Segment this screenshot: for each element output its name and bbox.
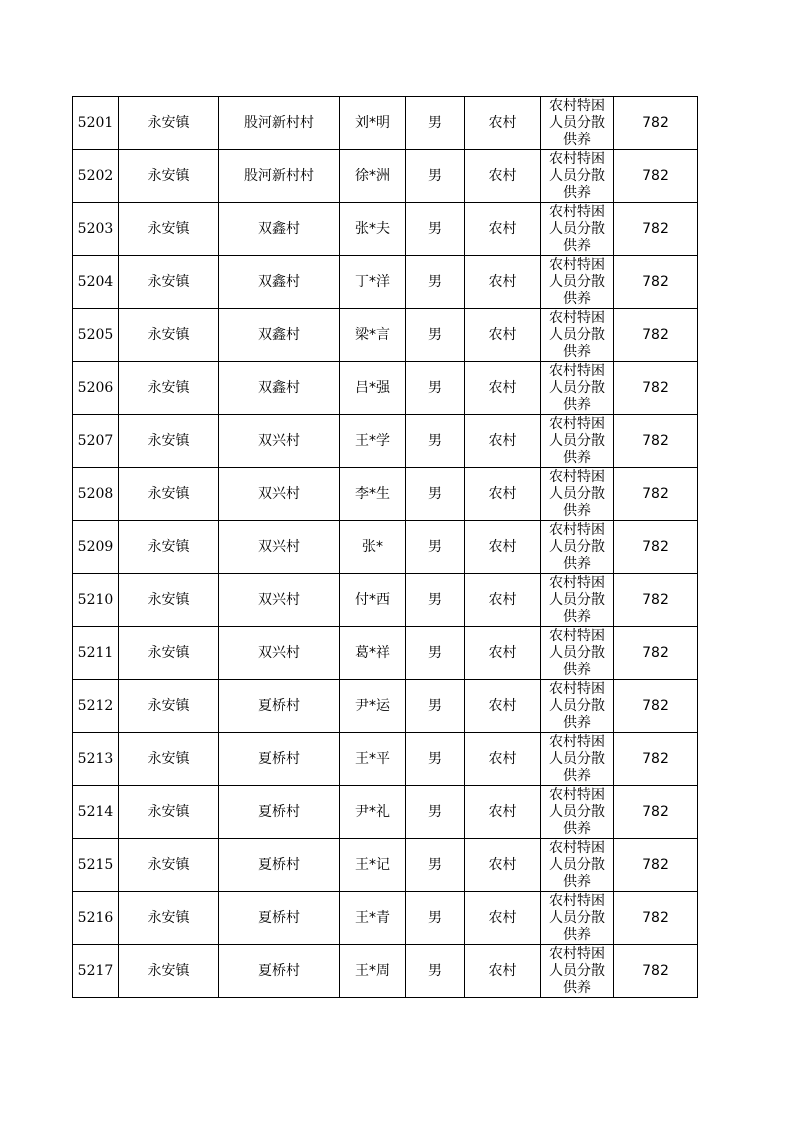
cell-name: 葛*祥 [340,627,406,680]
cell-support-type [541,680,614,733]
cell-amount: 782 [614,521,698,574]
cell-area: 农村 [465,256,541,309]
cell-name: 丁*洋 [340,256,406,309]
cell-area: 农村 [465,733,541,786]
cell-amount: 782 [614,733,698,786]
cell-name: 李*生 [340,468,406,521]
cell-support-type [541,309,614,362]
support-type-text: 农村特困人员分散供养 [549,787,605,837]
cell-id: 5217 [73,945,119,998]
table-row [73,680,698,733]
table-row [73,786,698,839]
cell-town: 永安镇 [119,627,219,680]
cell-town: 永安镇 [119,309,219,362]
cell-name: 张*夫 [340,203,406,256]
cell-id: 5203 [73,203,119,256]
cell-amount: 782 [614,892,698,945]
cell-town: 永安镇 [119,362,219,415]
cell-gender: 男 [406,309,465,362]
cell-amount: 782 [614,362,698,415]
cell-area: 农村 [465,203,541,256]
cell-support-type [541,627,614,680]
cell-town: 永安镇 [119,468,219,521]
cell-area: 农村 [465,945,541,998]
cell-id: 5213 [73,733,119,786]
table-row [73,309,698,362]
cell-gender: 男 [406,892,465,945]
cell-village: 双鑫村 [219,256,340,309]
cell-support-type [541,945,614,998]
table-row [73,945,698,998]
cell-amount: 782 [614,256,698,309]
support-type-text: 农村特困人员分散供养 [549,469,605,519]
cell-support-type [541,733,614,786]
cell-support-type [541,574,614,627]
cell-town: 永安镇 [119,150,219,203]
cell-name: 王*平 [340,733,406,786]
cell-id: 5211 [73,627,119,680]
cell-town: 永安镇 [119,733,219,786]
support-type-text: 农村特困人员分散供养 [549,257,605,307]
cell-amount: 782 [614,309,698,362]
cell-id: 5207 [73,415,119,468]
table-row [73,203,698,256]
cell-support-type [541,839,614,892]
cell-village: 双兴村 [219,627,340,680]
table-row [73,256,698,309]
cell-area: 农村 [465,309,541,362]
support-type-text: 农村特困人员分散供养 [549,522,605,572]
cell-area: 农村 [465,839,541,892]
cell-village: 夏桥村 [219,733,340,786]
cell-town: 永安镇 [119,892,219,945]
cell-gender: 男 [406,415,465,468]
table-row [73,150,698,203]
cell-village: 双兴村 [219,574,340,627]
cell-name: 徐*洲 [340,150,406,203]
cell-gender: 男 [406,468,465,521]
cell-area: 农村 [465,468,541,521]
cell-village: 夏桥村 [219,892,340,945]
cell-gender: 男 [406,521,465,574]
cell-id: 5216 [73,892,119,945]
cell-support-type [541,203,614,256]
table-row [73,574,698,627]
cell-area: 农村 [465,680,541,733]
cell-village: 夏桥村 [219,786,340,839]
cell-support-type [541,256,614,309]
table-row [73,627,698,680]
support-type-text: 农村特困人员分散供养 [549,151,605,201]
cell-village: 双兴村 [219,468,340,521]
table-row [73,468,698,521]
cell-id: 5215 [73,839,119,892]
table-row [73,892,698,945]
cell-id: 5210 [73,574,119,627]
cell-id: 5201 [73,97,119,150]
cell-gender: 男 [406,362,465,415]
cell-amount: 782 [614,680,698,733]
cell-name: 王*周 [340,945,406,998]
cell-name: 王*记 [340,839,406,892]
cell-gender: 男 [406,733,465,786]
support-type-text: 农村特困人员分散供养 [549,575,605,625]
cell-gender: 男 [406,574,465,627]
cell-village: 夏桥村 [219,680,340,733]
table-row [73,362,698,415]
cell-gender: 男 [406,839,465,892]
cell-area: 农村 [465,97,541,150]
support-type-text: 农村特困人员分散供养 [549,204,605,254]
cell-id: 5206 [73,362,119,415]
cell-gender: 男 [406,680,465,733]
cell-area: 农村 [465,362,541,415]
roster-table [72,96,698,998]
cell-name: 张* [340,521,406,574]
cell-gender: 男 [406,627,465,680]
table-row [73,415,698,468]
cell-id: 5212 [73,680,119,733]
support-type-text: 农村特困人员分散供养 [549,416,605,466]
cell-support-type [541,468,614,521]
cell-village: 股河新村村 [219,97,340,150]
cell-gender: 男 [406,97,465,150]
cell-amount: 782 [614,203,698,256]
cell-gender: 男 [406,786,465,839]
cell-support-type [541,521,614,574]
cell-town: 永安镇 [119,203,219,256]
support-type-text: 农村特困人员分散供养 [549,363,605,413]
table-row [73,839,698,892]
support-type-text: 农村特困人员分散供养 [549,98,605,148]
cell-amount: 782 [614,97,698,150]
cell-gender: 男 [406,256,465,309]
cell-name: 梁*言 [340,309,406,362]
cell-village: 双鑫村 [219,362,340,415]
support-type-text: 农村特困人员分散供养 [549,946,605,996]
table-row [73,733,698,786]
cell-town: 永安镇 [119,680,219,733]
cell-amount: 782 [614,468,698,521]
support-type-text: 农村特困人员分散供养 [549,628,605,678]
support-type-text: 农村特困人员分散供养 [549,893,605,943]
cell-gender: 男 [406,945,465,998]
cell-name: 吕*强 [340,362,406,415]
support-type-text: 农村特困人员分散供养 [549,734,605,784]
cell-village: 双鑫村 [219,309,340,362]
cell-amount: 782 [614,627,698,680]
cell-amount: 782 [614,415,698,468]
cell-area: 农村 [465,415,541,468]
cell-gender: 男 [406,203,465,256]
cell-support-type [541,892,614,945]
support-type-text: 农村特困人员分散供养 [549,840,605,890]
cell-support-type [541,415,614,468]
cell-name: 王*青 [340,892,406,945]
cell-town: 永安镇 [119,945,219,998]
cell-amount: 782 [614,574,698,627]
cell-amount: 782 [614,839,698,892]
cell-id: 5204 [73,256,119,309]
cell-area: 农村 [465,150,541,203]
cell-name: 王*学 [340,415,406,468]
cell-gender: 男 [406,150,465,203]
cell-area: 农村 [465,627,541,680]
cell-village: 双兴村 [219,521,340,574]
cell-name: 尹*礼 [340,786,406,839]
cell-village: 双兴村 [219,415,340,468]
cell-area: 农村 [465,574,541,627]
cell-name: 付*西 [340,574,406,627]
cell-area: 农村 [465,521,541,574]
cell-support-type [541,362,614,415]
cell-town: 永安镇 [119,839,219,892]
table-row [73,521,698,574]
cell-town: 永安镇 [119,521,219,574]
cell-name: 刘*明 [340,97,406,150]
cell-town: 永安镇 [119,574,219,627]
cell-village: 双鑫村 [219,203,340,256]
cell-amount: 782 [614,150,698,203]
cell-id: 5209 [73,521,119,574]
support-type-text: 农村特困人员分散供养 [549,310,605,360]
cell-id: 5214 [73,786,119,839]
cell-town: 永安镇 [119,97,219,150]
cell-area: 农村 [465,786,541,839]
cell-support-type [541,150,614,203]
cell-support-type [541,786,614,839]
cell-village: 夏桥村 [219,945,340,998]
cell-area: 农村 [465,892,541,945]
cell-id: 5208 [73,468,119,521]
table-row [73,97,698,150]
cell-village: 股河新村村 [219,150,340,203]
cell-support-type [541,97,614,150]
cell-amount: 782 [614,945,698,998]
cell-town: 永安镇 [119,256,219,309]
support-type-text: 农村特困人员分散供养 [549,681,605,731]
roster-body [73,97,698,998]
cell-town: 永安镇 [119,786,219,839]
cell-id: 5205 [73,309,119,362]
cell-name: 尹*运 [340,680,406,733]
cell-town: 永安镇 [119,415,219,468]
cell-id: 5202 [73,150,119,203]
cell-amount: 782 [614,786,698,839]
cell-village: 夏桥村 [219,839,340,892]
